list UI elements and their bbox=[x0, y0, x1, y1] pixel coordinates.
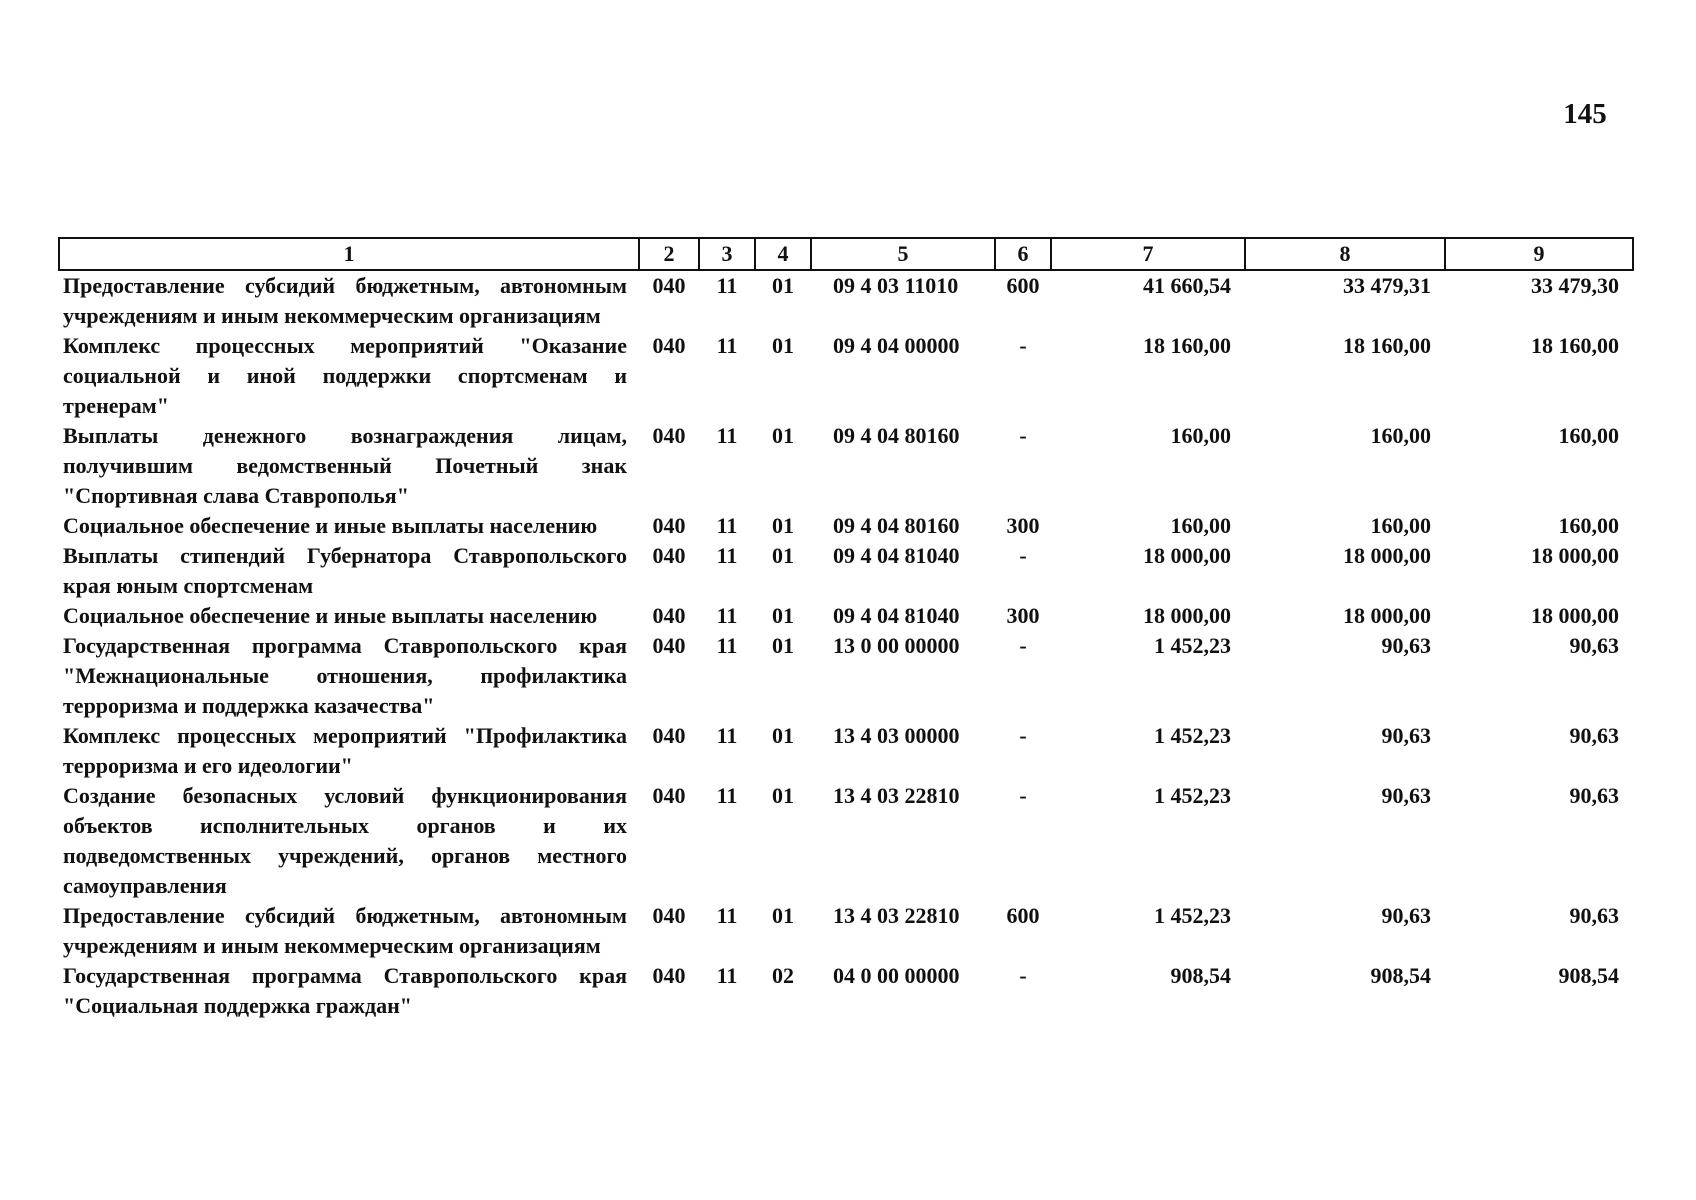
amount-col-7: 18 160,00 bbox=[1143, 333, 1231, 358]
amount-col-8: 90,63 bbox=[1381, 723, 1431, 748]
expense-type-code: - bbox=[1019, 633, 1027, 658]
amount-col-8: 18 000,00 bbox=[1343, 543, 1431, 568]
column-header-7: 7 bbox=[1051, 238, 1245, 270]
amount-col-8: 160,00 bbox=[1370, 513, 1431, 538]
column-header-4: 4 bbox=[755, 238, 811, 270]
expense-type-code: 600 bbox=[1006, 273, 1040, 298]
target-article-code: 09 4 04 80160 bbox=[833, 513, 960, 538]
ministry-code: 040 bbox=[652, 903, 686, 928]
section-code: 11 bbox=[716, 603, 738, 628]
table-row bbox=[59, 781, 1633, 901]
ministry-code: 040 bbox=[652, 783, 686, 808]
ministry-code: 040 bbox=[652, 513, 686, 538]
amount-col-7: 41 660,54 bbox=[1143, 273, 1231, 298]
ministry-code: 040 bbox=[652, 723, 686, 748]
row-name: Социальное обеспечение и иные выплаты населению bbox=[63, 603, 598, 628]
expense-type-code: 300 bbox=[1006, 603, 1040, 628]
amount-col-9: 90,63 bbox=[1569, 783, 1619, 808]
amount-col-9: 18 160,00 bbox=[1531, 333, 1619, 358]
target-article-code: 13 4 03 22810 bbox=[833, 903, 960, 928]
amount-col-7: 1 452,23 bbox=[1154, 723, 1231, 748]
amount-col-9: 33 479,30 bbox=[1531, 273, 1619, 298]
subsection-code: 01 bbox=[772, 273, 794, 298]
amount-col-7: 1 452,23 bbox=[1154, 903, 1231, 928]
column-header-6: 6 bbox=[995, 238, 1051, 270]
subsection-code: 01 bbox=[772, 513, 794, 538]
amount-col-7: 18 000,00 bbox=[1143, 543, 1231, 568]
amount-col-8: 90,63 bbox=[1381, 633, 1431, 658]
subsection-code: 01 bbox=[772, 903, 794, 928]
subsection-code: 01 bbox=[772, 723, 794, 748]
amount-col-9: 908,54 bbox=[1558, 963, 1619, 988]
amount-col-8: 90,63 bbox=[1381, 783, 1431, 808]
table-header-row bbox=[59, 238, 1633, 270]
expense-type-code: - bbox=[1019, 723, 1027, 748]
table-row bbox=[59, 421, 1633, 511]
table-row bbox=[59, 511, 1633, 541]
subsection-code: 01 bbox=[772, 333, 794, 358]
expense-type-code: - bbox=[1019, 783, 1027, 808]
row-name: Комплекс процессных мероприятий "Оказание социальной и иной поддержки спортсменам и тренерам" bbox=[63, 333, 627, 418]
amount-col-8: 18 000,00 bbox=[1343, 603, 1431, 628]
target-article-code: 13 4 03 00000 bbox=[833, 723, 960, 748]
ministry-code: 040 bbox=[652, 423, 686, 448]
table-row bbox=[59, 270, 1633, 331]
target-article-code: 13 4 03 22810 bbox=[833, 783, 960, 808]
target-article-code: 09 4 03 11010 bbox=[833, 273, 959, 298]
amount-col-7: 1 452,23 bbox=[1154, 633, 1231, 658]
amount-col-7: 1 452,23 bbox=[1154, 783, 1231, 808]
amount-col-7: 18 000,00 bbox=[1143, 603, 1231, 628]
amount-col-9: 160,00 bbox=[1558, 423, 1619, 448]
column-header-9: 9 bbox=[1445, 238, 1633, 270]
ministry-code: 040 bbox=[652, 273, 686, 298]
section-code: 11 bbox=[716, 273, 738, 298]
table-row bbox=[59, 601, 1633, 631]
expense-type-code: 600 bbox=[1006, 903, 1040, 928]
ministry-code: 040 bbox=[652, 633, 686, 658]
ministry-code: 040 bbox=[652, 543, 686, 568]
ministry-code: 040 bbox=[652, 333, 686, 358]
page-number: 145 bbox=[1563, 98, 1607, 130]
column-header-2: 2 bbox=[639, 238, 699, 270]
section-code: 11 bbox=[716, 423, 738, 448]
table-body bbox=[59, 270, 1633, 1021]
ministry-code: 040 bbox=[652, 603, 686, 628]
row-name: Комплекс процессных мероприятий "Профилактика терроризма и его идеологии" bbox=[63, 723, 627, 778]
section-code: 11 bbox=[716, 903, 738, 928]
subsection-code: 01 bbox=[772, 783, 794, 808]
table-row bbox=[59, 631, 1633, 721]
target-article-code: 13 0 00 00000 bbox=[833, 633, 960, 658]
section-code: 11 bbox=[716, 633, 738, 658]
row-name: Выплаты денежного вознаграждения лицам, получившим ведомственный Почетный знак "Спортивная слава Ставрополья" bbox=[63, 423, 627, 508]
table-row bbox=[59, 901, 1633, 961]
table-row bbox=[59, 541, 1633, 601]
ministry-code: 040 bbox=[652, 963, 686, 988]
amount-col-9: 18 000,00 bbox=[1531, 543, 1619, 568]
target-article-code: 09 4 04 81040 bbox=[833, 543, 960, 568]
section-code: 11 bbox=[716, 333, 738, 358]
row-name: Социальное обеспечение и иные выплаты населению bbox=[63, 513, 598, 538]
expense-type-code: - bbox=[1019, 543, 1027, 568]
amount-col-9: 90,63 bbox=[1569, 903, 1619, 928]
amount-col-8: 33 479,31 bbox=[1343, 273, 1431, 298]
row-name: Предоставление субсидий бюджетным, автономным учреждениям и иным некоммерческим организациям bbox=[63, 273, 627, 328]
amount-col-9: 160,00 bbox=[1558, 513, 1619, 538]
section-code: 11 bbox=[716, 513, 738, 538]
column-header-5: 5 bbox=[811, 238, 995, 270]
row-name: Предоставление субсидий бюджетным, автономным учреждениям и иным некоммерческим организациям bbox=[63, 903, 627, 958]
amount-col-8: 908,54 bbox=[1370, 963, 1431, 988]
subsection-code: 02 bbox=[772, 963, 794, 988]
column-header-8: 8 bbox=[1245, 238, 1445, 270]
amount-col-9: 90,63 bbox=[1569, 723, 1619, 748]
row-name: Государственная программа Ставропольского края "Межнациональные отношения, профилактика терроризма и поддержка казачества" bbox=[63, 633, 627, 718]
section-code: 11 bbox=[716, 963, 738, 988]
table-row bbox=[59, 721, 1633, 781]
expense-type-code: - bbox=[1019, 333, 1027, 358]
section-code: 11 bbox=[716, 783, 738, 808]
amount-col-9: 18 000,00 bbox=[1531, 603, 1619, 628]
row-name: Создание безопасных условий функционирования объектов исполнительных органов и их подведомственных учреждений, органов местного самоуправления bbox=[63, 783, 627, 898]
amount-col-7: 908,54 bbox=[1170, 963, 1231, 988]
amount-col-8: 18 160,00 bbox=[1343, 333, 1431, 358]
subsection-code: 01 bbox=[772, 543, 794, 568]
column-header-3: 3 bbox=[699, 238, 755, 270]
target-article-code: 04 0 00 00000 bbox=[833, 963, 960, 988]
expense-type-code: - bbox=[1019, 423, 1027, 448]
table-row bbox=[59, 331, 1633, 421]
section-code: 11 bbox=[716, 543, 738, 568]
row-name: Государственная программа Ставропольского края "Социальная поддержка граждан" bbox=[63, 963, 627, 1018]
amount-col-8: 90,63 bbox=[1381, 903, 1431, 928]
section-code: 11 bbox=[716, 723, 738, 748]
amount-col-7: 160,00 bbox=[1170, 513, 1231, 538]
target-article-code: 09 4 04 80160 bbox=[833, 423, 960, 448]
subsection-code: 01 bbox=[772, 423, 794, 448]
target-article-code: 09 4 04 81040 bbox=[833, 603, 960, 628]
subsection-code: 01 bbox=[772, 603, 794, 628]
subsection-code: 01 bbox=[772, 633, 794, 658]
amount-col-7: 160,00 bbox=[1170, 423, 1231, 448]
table-row bbox=[59, 961, 1633, 1021]
expense-type-code: 300 bbox=[1006, 513, 1040, 538]
amount-col-8: 160,00 bbox=[1370, 423, 1431, 448]
row-name: Выплаты стипендий Губернатора Ставропольского края юным спортсменам bbox=[63, 543, 627, 598]
target-article-code: 09 4 04 00000 bbox=[833, 333, 960, 358]
column-header-1: 1 bbox=[59, 238, 639, 270]
budget-table bbox=[58, 237, 1634, 1021]
amount-col-9: 90,63 bbox=[1569, 633, 1619, 658]
expense-type-code: - bbox=[1019, 963, 1027, 988]
